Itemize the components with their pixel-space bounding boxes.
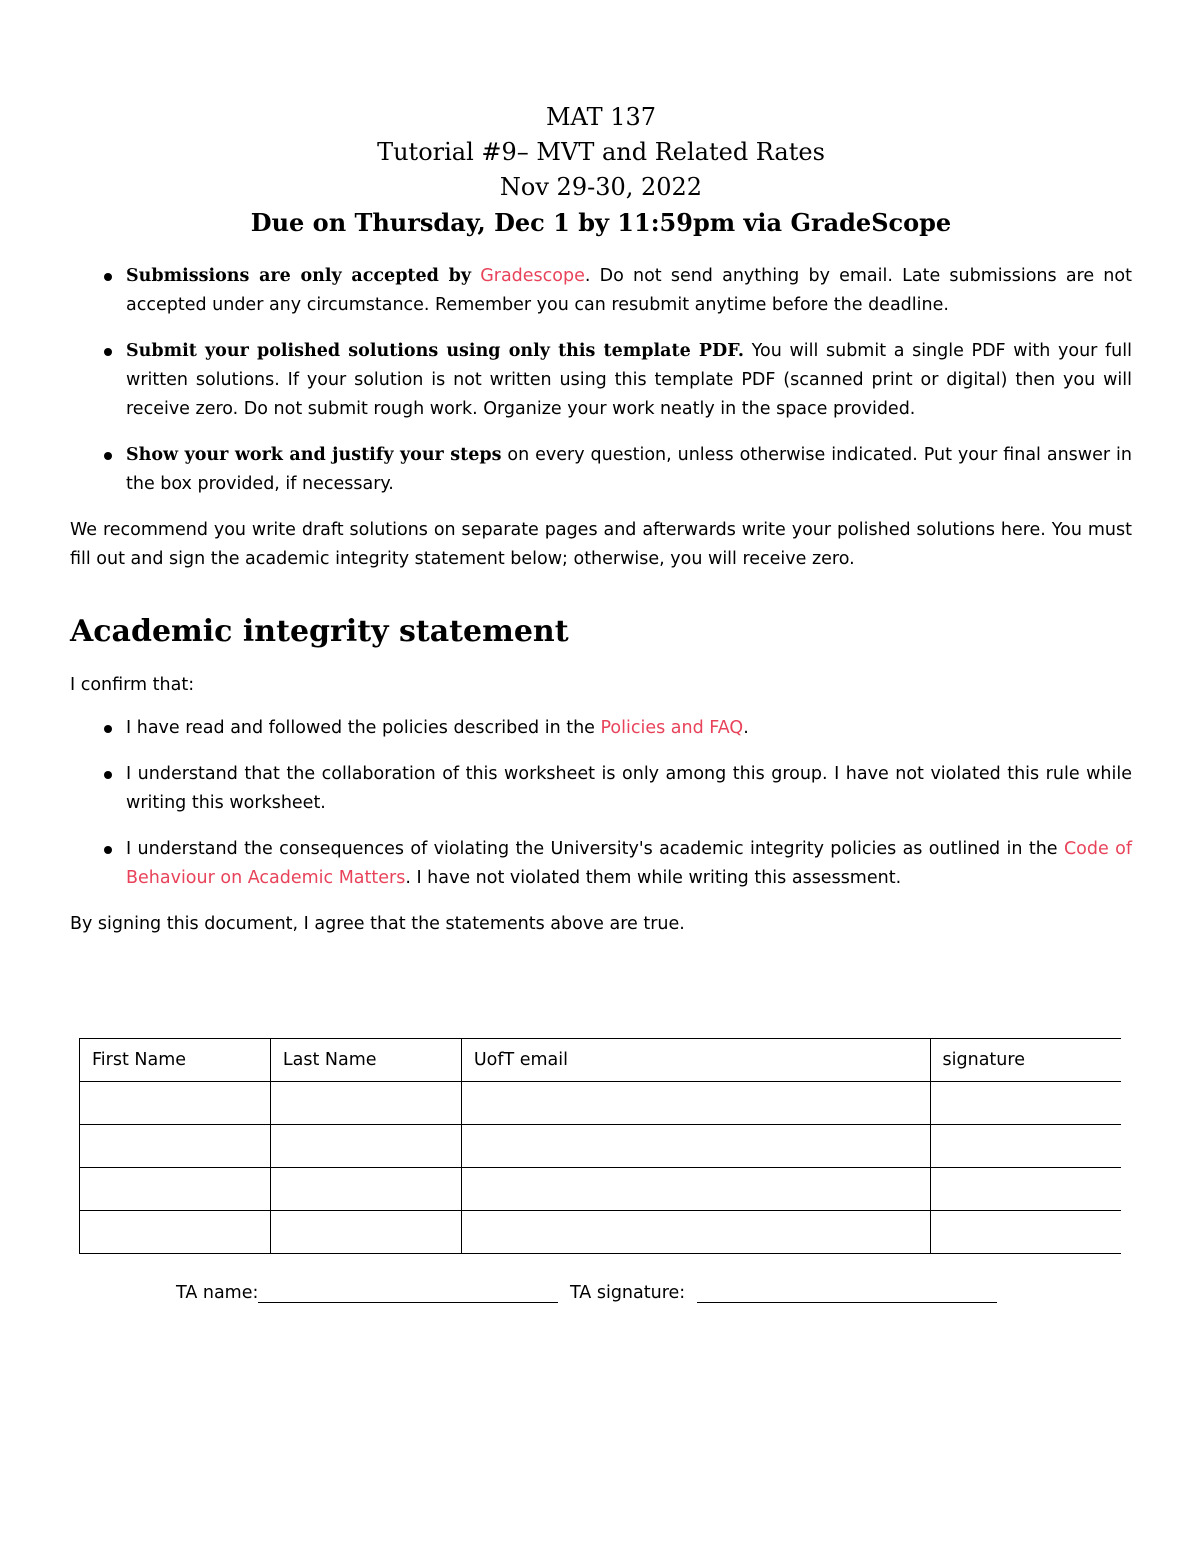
due-date: Due on Thursday, Dec 1 by 11:59pm via GradeScope [250, 208, 952, 237]
instruction-item: Show your work and justify your steps on every question, unless otherwise indicated. Put your final answer in the box provided, if necessary. [70, 441, 1132, 499]
tutorial-dates: Nov 29-30, 2022 [499, 173, 703, 201]
integrity-item: I understand the consequences of violating the University's academic integrity policies as outlined in the Code of Behaviour on Academic Matters. I have not violated them while writing this assessment. [70, 835, 1132, 893]
bullet-icon [104, 348, 112, 356]
course-code: MAT 137 [545, 103, 657, 131]
first-name-cell[interactable] [80, 1082, 271, 1125]
signature-cell[interactable] [930, 1168, 1121, 1211]
first-name-cell[interactable] [80, 1211, 271, 1254]
document-page [70, 100, 1132, 939]
ta-signature-field[interactable] [697, 1280, 997, 1303]
bullet-icon [104, 452, 112, 460]
signature-cell[interactable] [930, 1211, 1121, 1254]
signature-table [79, 1038, 1121, 1254]
instruction-item: Submissions are only accepted by Gradescope. Do not send anything by email. Late submissions are not accepted under any circumstance. Remember you can resubmit anytime before the deadline. [70, 262, 1132, 320]
table-row [80, 1211, 1122, 1254]
last-name-header: Last Name [270, 1039, 461, 1082]
bullet-icon [104, 273, 112, 281]
gradescope-link[interactable]: Gradescope [480, 266, 585, 286]
uoft-email-cell[interactable] [461, 1168, 930, 1211]
table-row [80, 1082, 1122, 1125]
table-row [80, 1168, 1122, 1211]
uoft-email-cell[interactable] [461, 1082, 930, 1125]
code-of-behaviour-link[interactable]: Code of Behaviour on Academic Matters [126, 839, 1132, 888]
instructions-list [70, 262, 1132, 499]
uoft-email-cell[interactable] [461, 1125, 930, 1168]
document-header [70, 100, 1132, 240]
first-name-cell[interactable] [80, 1125, 271, 1168]
signing-statement: By signing this document, I agree that the statements above are true. [70, 914, 685, 934]
last-name-cell[interactable] [270, 1082, 461, 1125]
bullet-icon [104, 725, 112, 733]
first-name-header: First Name [80, 1039, 271, 1082]
signature-cell[interactable] [930, 1082, 1121, 1125]
signature-cell[interactable] [930, 1125, 1121, 1168]
uoft-email-header: UofT email [461, 1039, 930, 1082]
table-row [80, 1125, 1122, 1168]
policies-faq-link[interactable]: Policies and FAQ [600, 718, 744, 738]
ta-name-label: TA name: [176, 1283, 259, 1303]
ta-name-field[interactable] [258, 1280, 558, 1303]
bullet-icon [104, 846, 112, 854]
uoft-email-cell[interactable] [461, 1211, 930, 1254]
integrity-list [70, 714, 1132, 893]
integrity-item: I have read and followed the policies described in the Policies and FAQ. [70, 714, 1132, 743]
integrity-item: I understand that the collaboration of this worksheet is only among this group. I have not violated this rule while writing this worksheet. [70, 760, 1132, 818]
last-name-cell[interactable] [270, 1168, 461, 1211]
last-name-cell[interactable] [270, 1125, 461, 1168]
last-name-cell[interactable] [270, 1211, 461, 1254]
tutorial-title: Tutorial #9– MVT and Related Rates [377, 138, 825, 166]
recommendation-paragraph: We recommend you write draft solutions on separate pages and afterwards write your polished solutions here. You must fill out and sign the academic integrity statement below; otherwise, you will receive zero. [70, 520, 1132, 569]
integrity-heading: Academic integrity statement [70, 614, 569, 649]
table-header-row [80, 1039, 1122, 1082]
ta-sign-line [176, 1280, 997, 1303]
integrity-intro: I confirm that: [70, 675, 195, 695]
signature-header: signature [930, 1039, 1121, 1082]
ta-signature-label: TA signature: [569, 1283, 686, 1303]
bullet-icon [104, 771, 112, 779]
first-name-cell[interactable] [80, 1168, 271, 1211]
instruction-item: Submit your polished solutions using only this template PDF. You will submit a single PDF with your full written solutions. If your solution is not written using this template PDF (scanned print or digital) then you will receive zero. Do not submit rough work. Organize your work neatly in the space provided. [70, 337, 1132, 424]
